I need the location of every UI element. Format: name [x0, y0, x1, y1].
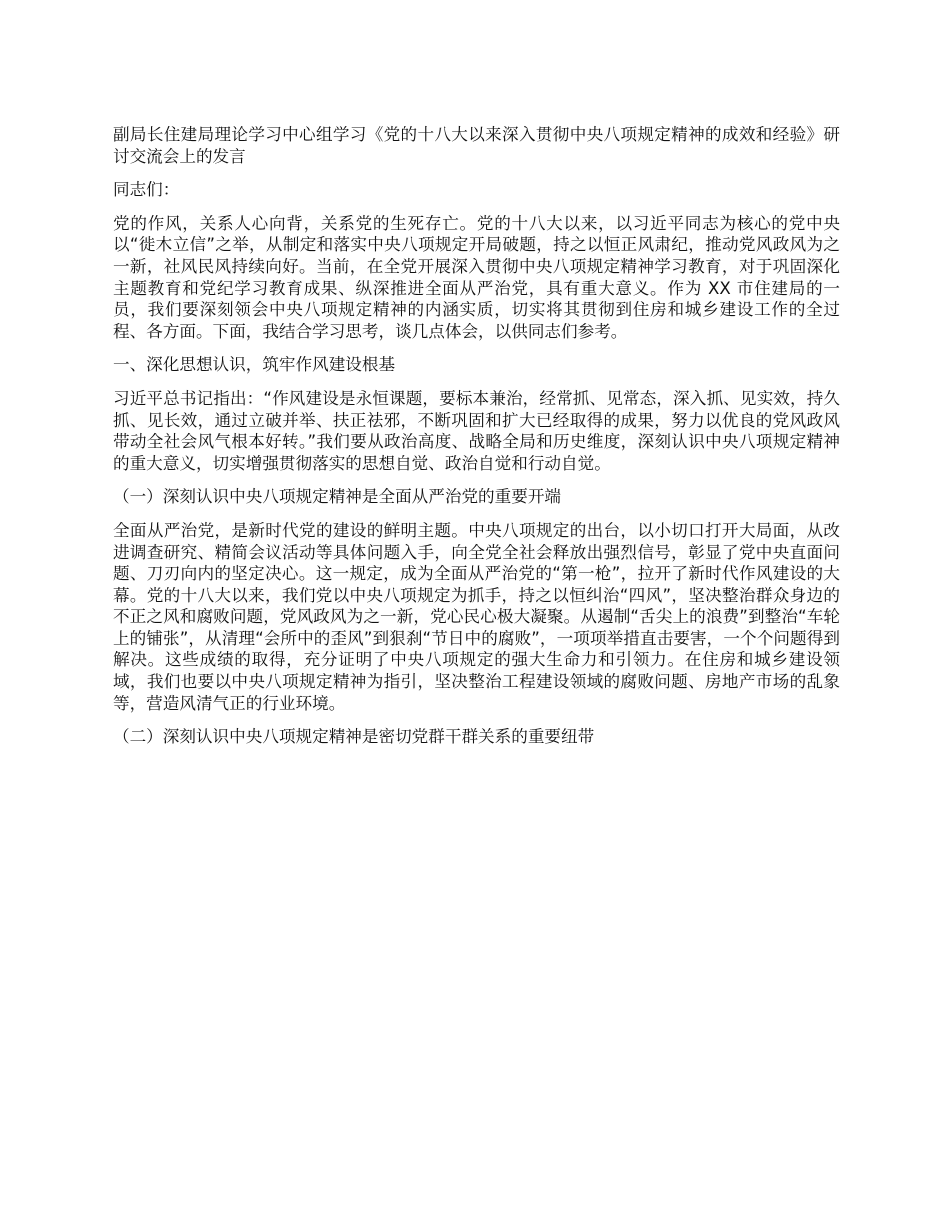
- subsection-1-heading: （一）深刻认识中央八项规定精神是全面从严治党的重要开端: [113, 487, 562, 507]
- intro-paragraph: 党的作风，关系人心向背，关系党的生死存亡。党的十八大以来，以习近平同志为核心的党中央以“徙木立信”之举，从制定和落实中央八项规定开局破题，持之以恒正风肃纪，推动党风政风为之一新，社风民风持续向好。当前，在全党开展深入贯彻中央八项规定精神学习教育，对于巩固深化主题教育和党纪学习教育成果、纵深推进全面从严治党，具有重大意义。作为 XX 市住建局的一员，我们要深刻领会中央八项规定精神的内涵实质，切实将其贯彻到住房和城乡建设工作的全过程、各方面。下面，我结合学习思考，谈几点体会，以供同志们参考。: [113, 213, 840, 341]
- subsection-1-paragraph: 全面从严治党，是新时代党的建设的鲜明主题。中央八项规定的出台，以小切口打开大局面，从改进调查研究、精简会议活动等具体问题入手，向全党全社会释放出强烈信号，彰显了党中央直面问题、刀刃向内的坚定决心。这一规定，成为全面从严治党的“第一枪”，拉开了新时代作风建设的大幕。党的十八大以来，我们党以中央八项规定为抓手，持之以恒纠治“四风”，坚决整治群众身边的不正之风和腐败问题，党风政风为之一新，党心民心极大凝聚。从遏制“舌尖上的浪费”到整治“车轮上的铺张”，从清理“会所中的歪风”到狠刹“节日中的腐败”，一项项举措直击要害，一个个问题得到解决。这些成绩的取得，充分证明了中央八项规定的强大生命力和引领力。在住房和城乡建设领域，我们也要以中央八项规定精神为指引，坚决整治工程建设领域的腐败问题、房地产市场的乱象等，营造风清气正的行业环境。: [113, 520, 840, 713]
- section-1-heading: 一、深化思想认识，筑牢作风建设根基: [113, 355, 396, 375]
- subsection-2-heading: （二）深刻认识中央八项规定精神是密切党群干群关系的重要纽带: [113, 727, 595, 747]
- document-page: [113, 124, 840, 760]
- salutation: 同志们：: [113, 180, 180, 200]
- document-title: 副局长住建局理论学习中心组学习《党的十八大以来深入贯彻中央八项规定精神的成效和经验》研讨交流会上的发言: [113, 125, 840, 166]
- section-1-paragraph: 习近平总书记指出：“作风建设是永恒课题，要标本兼治，经常抓、见常态，深入抓、见实效，持久抓、见长效，通过立破并举、扶正祛邪，不断巩固和扩大已经取得的成果，努力以优良的党风政风带动全社会风气根本好转。”我们要从政治高度、战略全局和历史维度，深刻认识中央八项规定精神的重大意义，切实增强贯彻落实的思想自觉、政治自觉和行动自觉。: [113, 388, 840, 473]
